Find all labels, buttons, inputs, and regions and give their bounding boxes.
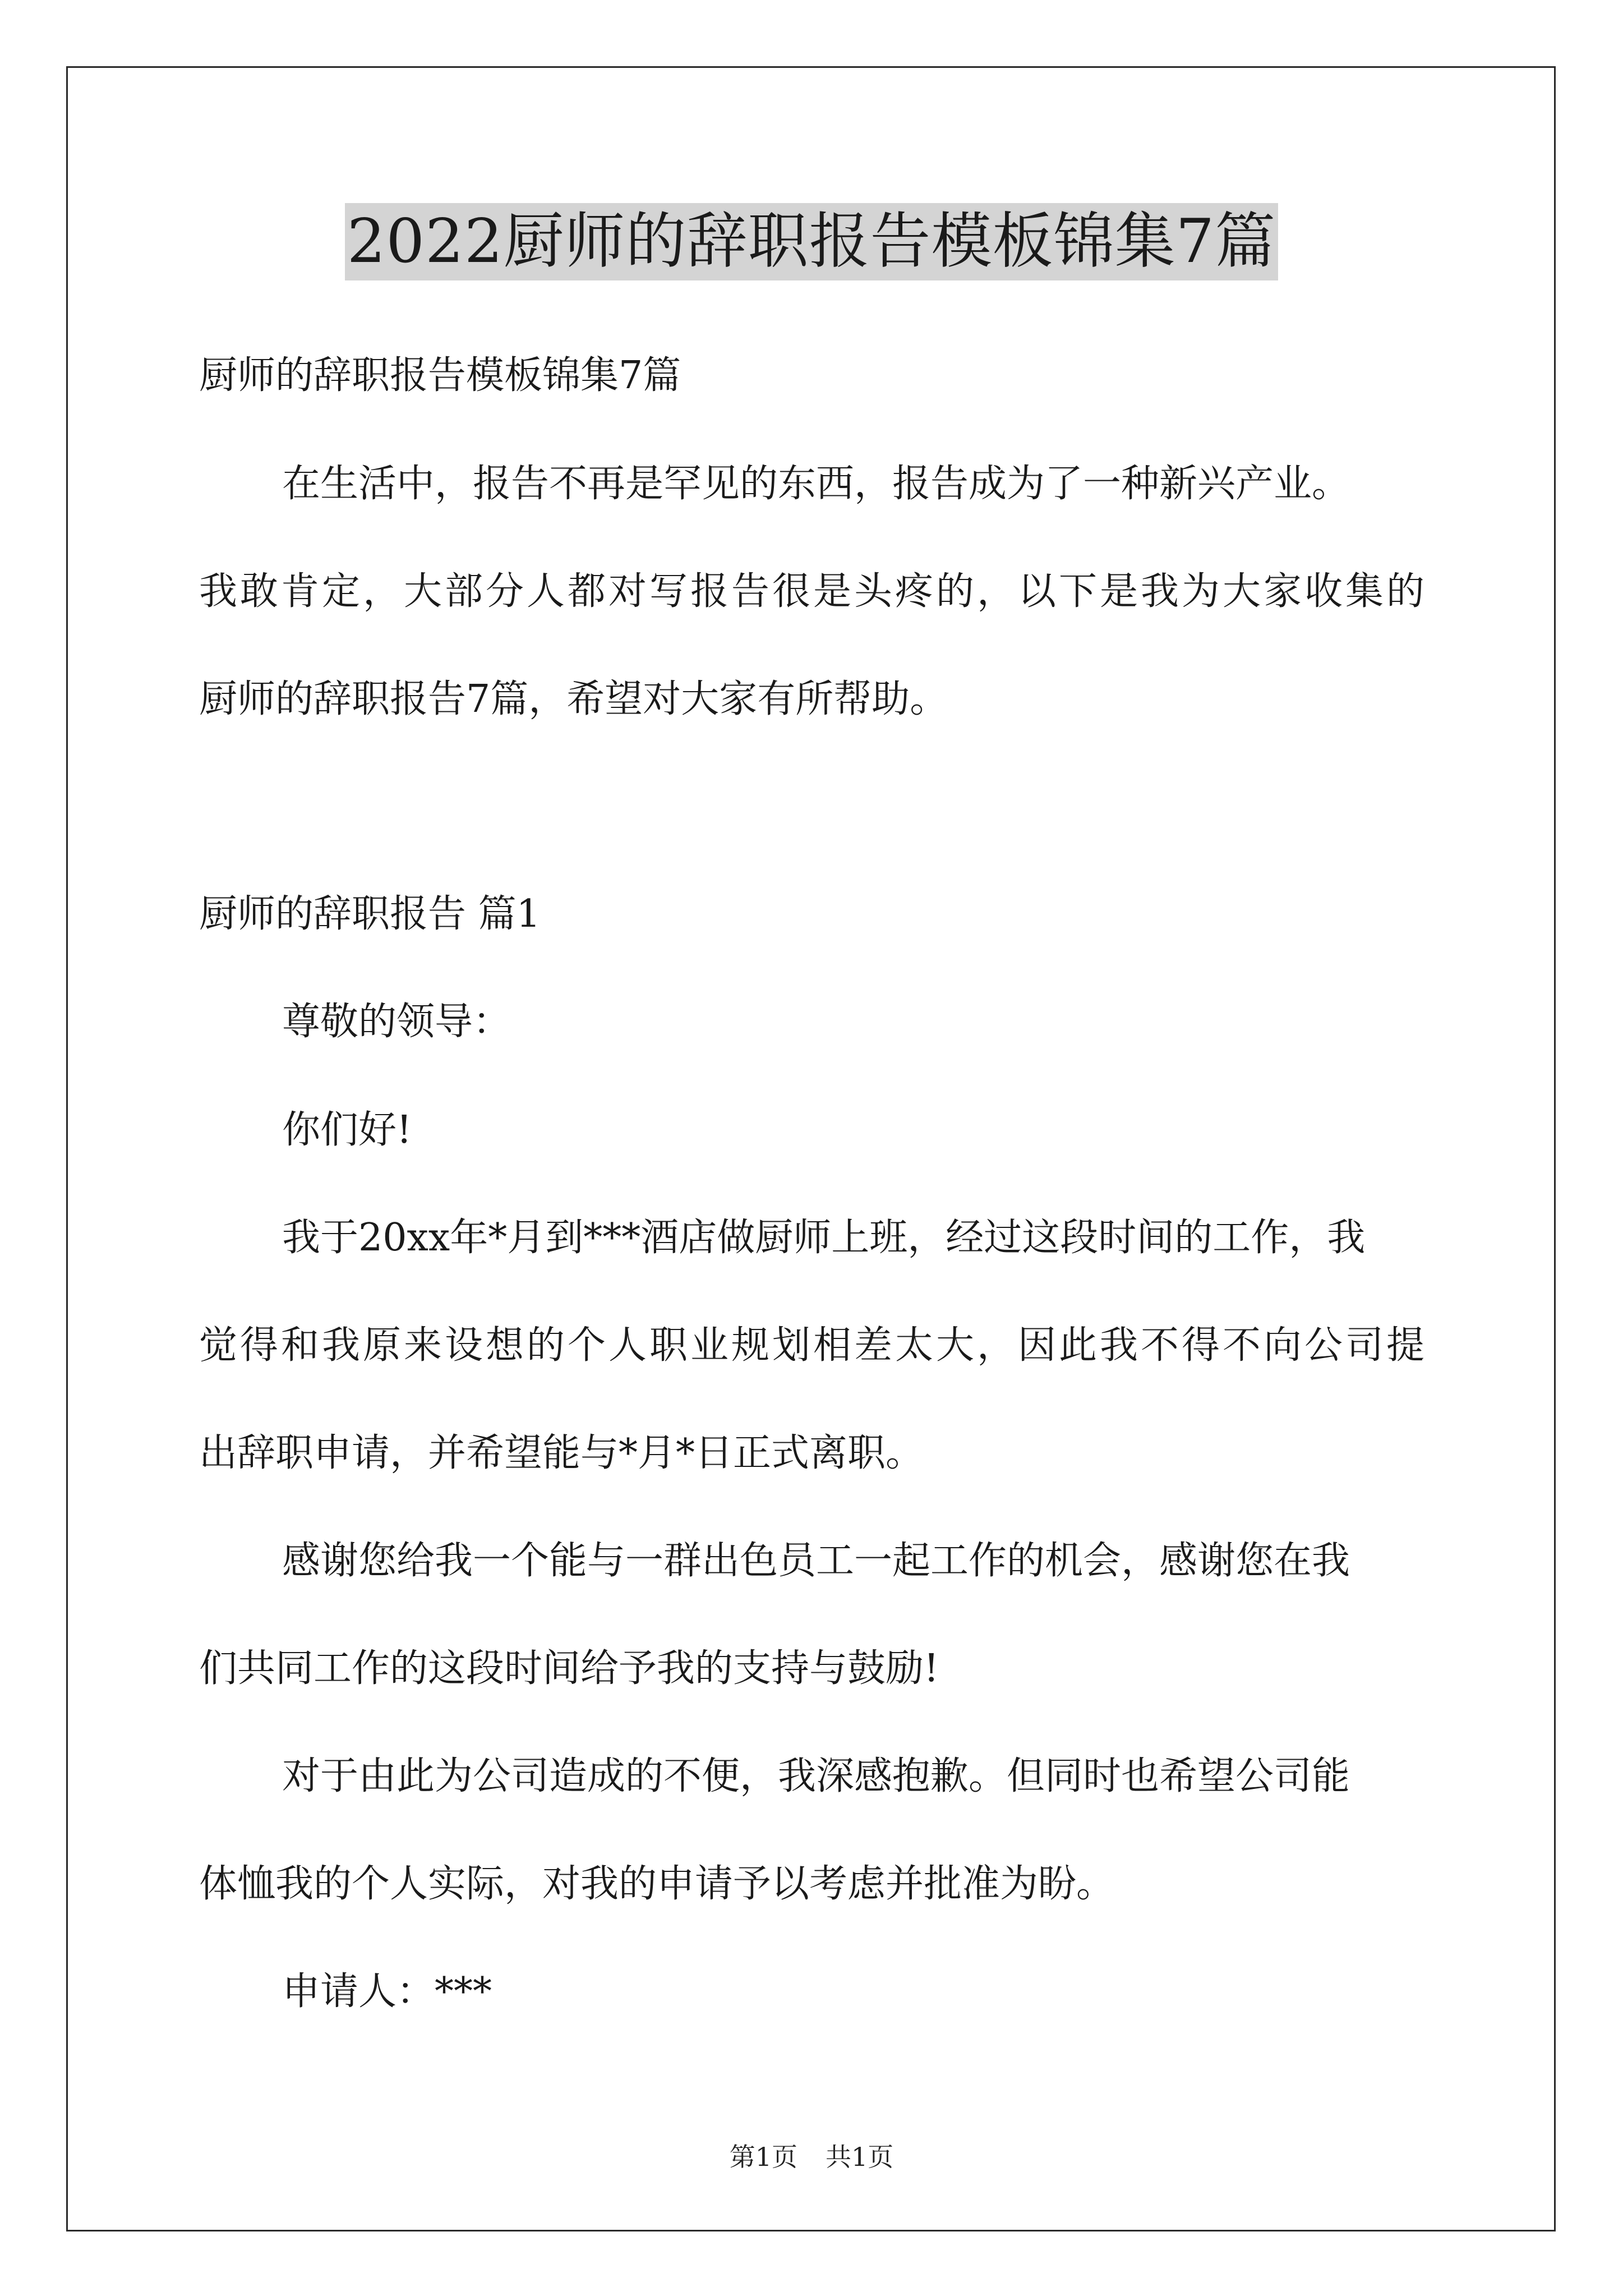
document-subtitle: 厨师的辞职报告模板锦集7篇 <box>199 353 681 398</box>
page-footer <box>0 2140 1623 2174</box>
section-heading: 厨师的辞职报告 篇1 <box>199 892 541 936</box>
page-total: 共1页 <box>826 2142 894 2172</box>
document-title: 2022厨师的辞职报告模板锦集7篇 <box>345 203 1279 280</box>
intro-line: 厨师的辞职报告7篇，希望对大家有所帮助。 <box>199 677 948 721</box>
paragraph-line: 觉得和我原来设想的个人职业规划相差太大，因此我不得不向公司提 <box>199 1323 1424 1368</box>
paragraph-line: 们共同工作的这段时间给予我的支持与鼓励! <box>199 1646 939 1691</box>
title-container <box>0 203 1623 280</box>
paragraph-line: 体恤我的个人实际，对我的申请予以考虑并批准为盼。 <box>199 1862 1115 1906</box>
paragraph-line: 对于由此为公司造成的不便，我深感抱歉。但同时也希望公司能 <box>282 1754 1350 1798</box>
paragraph-line: 出辞职申请，并希望能与*月*日正式离职。 <box>199 1431 924 1475</box>
intro-line: 我敢肯定，大部分人都对写报告很是头疼的，以下是我为大家收集的 <box>199 569 1424 614</box>
paragraph-line: 我于20xx年*月到***酒店做厨师上班，经过这段时间的工作，我 <box>282 1216 1366 1260</box>
salutation: 尊敬的领导： <box>282 1000 511 1044</box>
paragraph-line: 感谢您给我一个能与一群出色员工一起工作的机会，感谢您在我 <box>282 1539 1350 1583</box>
page-number: 第1页 <box>729 2142 797 2172</box>
intro-line: 在生活中，报告不再是罕见的东西，报告成为了一种新兴产业。 <box>282 462 1350 506</box>
applicant-line: 申请人：*** <box>282 1970 492 2014</box>
greeting: 你们好! <box>282 1108 412 1152</box>
